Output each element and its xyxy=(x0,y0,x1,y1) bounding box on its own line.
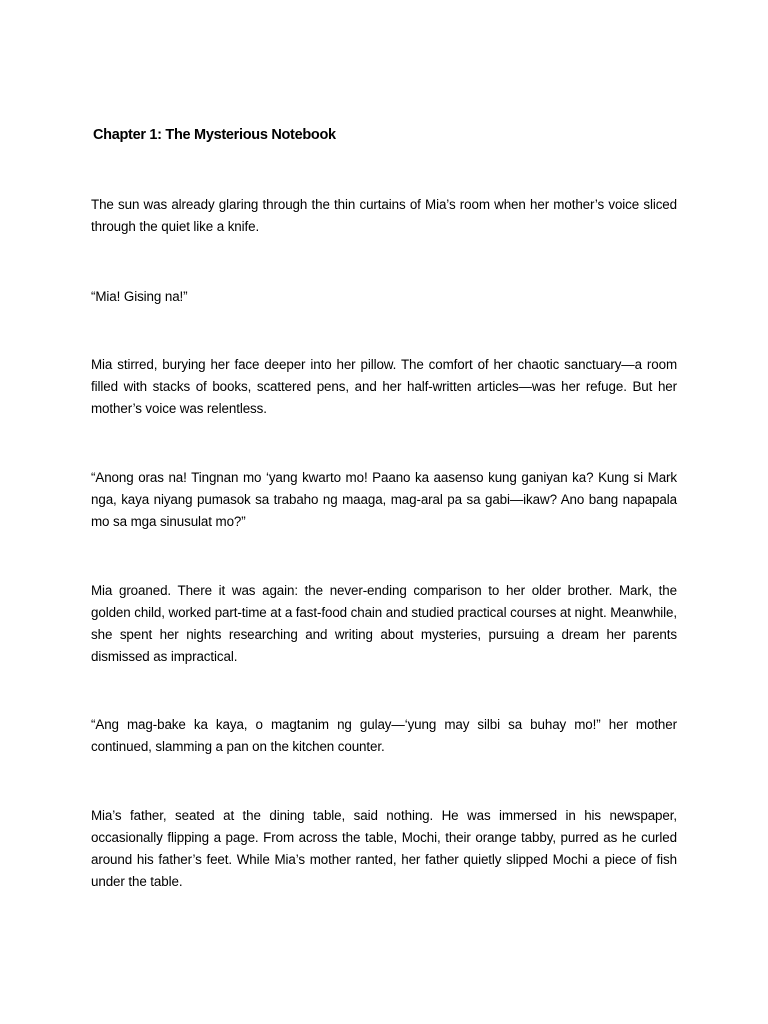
paragraph-7: Mia’s father, seated at the dining table, said nothing. He was immersed in his newspaper, occasionally flipping a page. From across the table, Mochi, their orange tabby, purred as he curled around his father’s feet. While Mia’s mother ranted, her father quietly slipped Mochi a piece of fish under the table. xyxy=(91,808,677,889)
paragraph-4: “Anong oras na! Tingnan mo ‘yang kwarto mo! Paano ka aasenso kung ganiyan ka? Kung si Mark nga, kaya niyang pumasok sa trabaho ng maaga, mag-aral pa sa gabi—ikaw? Ano bang napapala mo sa mga sinusulat mo?” xyxy=(91,470,677,529)
chapter-title: Chapter 1: The Mysterious Notebook xyxy=(93,127,336,143)
paragraph-6: “Ang mag-bake ka kaya, o magtanim ng gulay—‘yung may silbi sa buhay mo!” her mother continued, slamming a pan on the kitchen counter. xyxy=(91,717,677,754)
paragraph-5: Mia groaned. There it was again: the never-ending comparison to her older brother. Mark, the golden child, worked part-time at a fast-food chain and studied practical courses at night. Meanwhile, she spent her nights researching and writing about mysteries, pursuing a dream her parents dismissed as impractical. xyxy=(91,583,678,664)
paragraph-1: The sun was already glaring through the thin curtains of Mia’s room when her mother’s voice sliced through the quiet like a knife. xyxy=(91,197,677,234)
paragraph-2: “Mia! Gising na!” xyxy=(91,289,188,304)
paragraph-3: Mia stirred, burying her face deeper into her pillow. The comfort of her chaotic sanctuary—a room filled with stacks of books, scattered pens, and her half-written articles—was her refuge. But her mother’s voice was relentless. xyxy=(91,357,677,416)
